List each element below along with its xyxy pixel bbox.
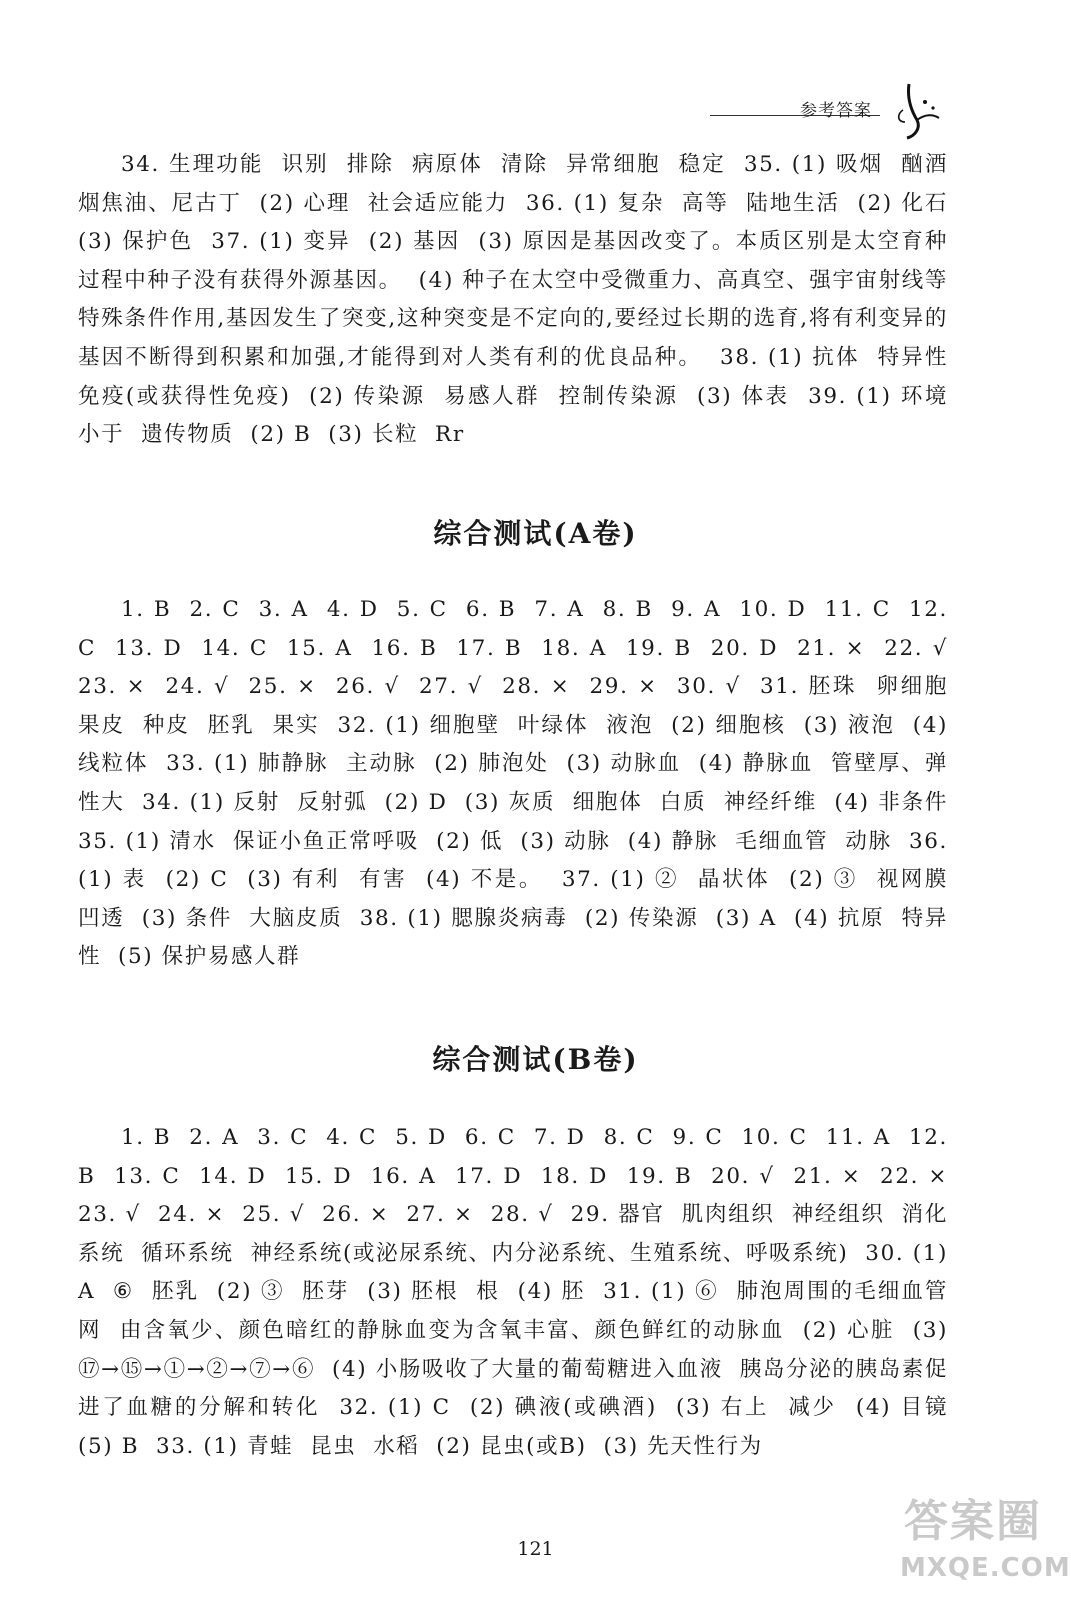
page-number: 121 (517, 1538, 554, 1560)
answer-paragraph: 34. 生理功能 识别 排除 病原体 清除 异常细胞 稳定 35. (1) 吸烟 酗酒 烟焦油、尼古丁 (2) 心理 社会适应能力 36. (1) 复杂 高等 陆地生活 (2) 化石 (3) 保护色 37. (1) 变异 (2) 基因 (3) 原因是基因改变了。本质区别是太空育种过程中种子没有获得外源基因。 (4) 种子在太空中受微重力、高真空、强宇宙射线等特殊条件作用,基因发生了突变,这种突变是不定向的,要经过长期的选育,将有利变异的基因不断得到积累和加强,才能得到对人类有利的优良品种。 38. (1) 抗体 特异性免疫(或获得性免疫) (2) 传染源 易感人群 控制传染源 (3) 体表 39. (1) 环境 小于 遗传物质 (2) B (3) 长粒 Rr (78, 152, 965, 448)
answer-paragraph-a: 1. B 2. C 3. A 4. D 5. C 6. B 7. A 8. B 9. A 10. D 11. C 12. C 13. D 14. C 15. A 16. B 17. B 18. A 19. B 20. D 21. × 22. √ 23. × 24. √ 25. × 26. √ 27. √ 28. × 29. × 30. √ 31. 胚珠 卵细胞 果皮 种皮 胚乳 果实 32. (1) 细胞壁 叶绿体 液泡 (2) 细胞核 (3) 液泡 (4) 线粒体 33. (1) 肺静脉 主动脉 (2) 肺泡处 (3) 动脉血 (4) 静脉血 管壁厚、弹性大 34. (1) 反射 反射弧 (2) D (3) 灰质 细胞体 白质 神经纤维 (4) 非条件 35. (1) 清水 保证小鱼正常呼吸 (2) 低 (3) 动脉 (4) 静脉 毛细血管 动脉 36. (1) 表 (2) C (3) 有利 有害 (4) 不是。 37. (1) ② 晶状体 (2) ③ 视网膜 凹透 (3) 条件 大脑皮质 38. (1) 腮腺炎病毒 (2) 传染源 (3) A (4) 抗原 特异性 (5) 保护易感人群 (78, 597, 965, 970)
section-title-b: 综合测试(B卷) (432, 1043, 639, 1076)
watermark-main: 答案圈 (904, 1496, 1042, 1547)
answer-paragraph-b: 1. B 2. A 3. C 4. C 5. D 6. C 7. D 8. C 9. C 10. C 11. A 12. B 13. C 14. D 15. D 16. A 17. D 18. D 19. B 20. √ 21. × 22. × 23. √ 24. × 25. √ 26. × 27. × 28. √ 29. 器官 肌肉组织 神经组织 消化系统 循环系统 神经系统(或泌尿系统、内分泌系统、生殖系统、呼吸系统) 30. (1) A ⑥ 胚乳 (2) ③ 胚芽 (3) 胚根 根 (4) 胚 31. (1) ⑥ 肺泡周围的毛细血管网 由含氧少、颜色暗红的静脉血变为含氧丰富、颜色鲜红的动脉血 (2) 心脏 (3) ⑰→⑮→①→②→⑦→⑥ (4) 小肠吸收了大量的葡萄糖进入血液 胰岛分泌的胰岛素促进了血糖的分解和转化 32. (1) C (2) 碘液(或碘酒) (3) 右上 减少 (4) 目镜 (5) B 33. (1) 青蛙 昆虫 水稻 (2) 昆虫(或B) (3) 先天性行为 (78, 1125, 965, 1459)
running-header: 参考答案 (800, 101, 872, 121)
section-title-a: 综合测试(A卷) (433, 517, 638, 550)
ornament-icon (895, 80, 945, 140)
watermark-url: MXQE.COM (900, 1553, 1071, 1583)
watermark (900, 1485, 1071, 1595)
